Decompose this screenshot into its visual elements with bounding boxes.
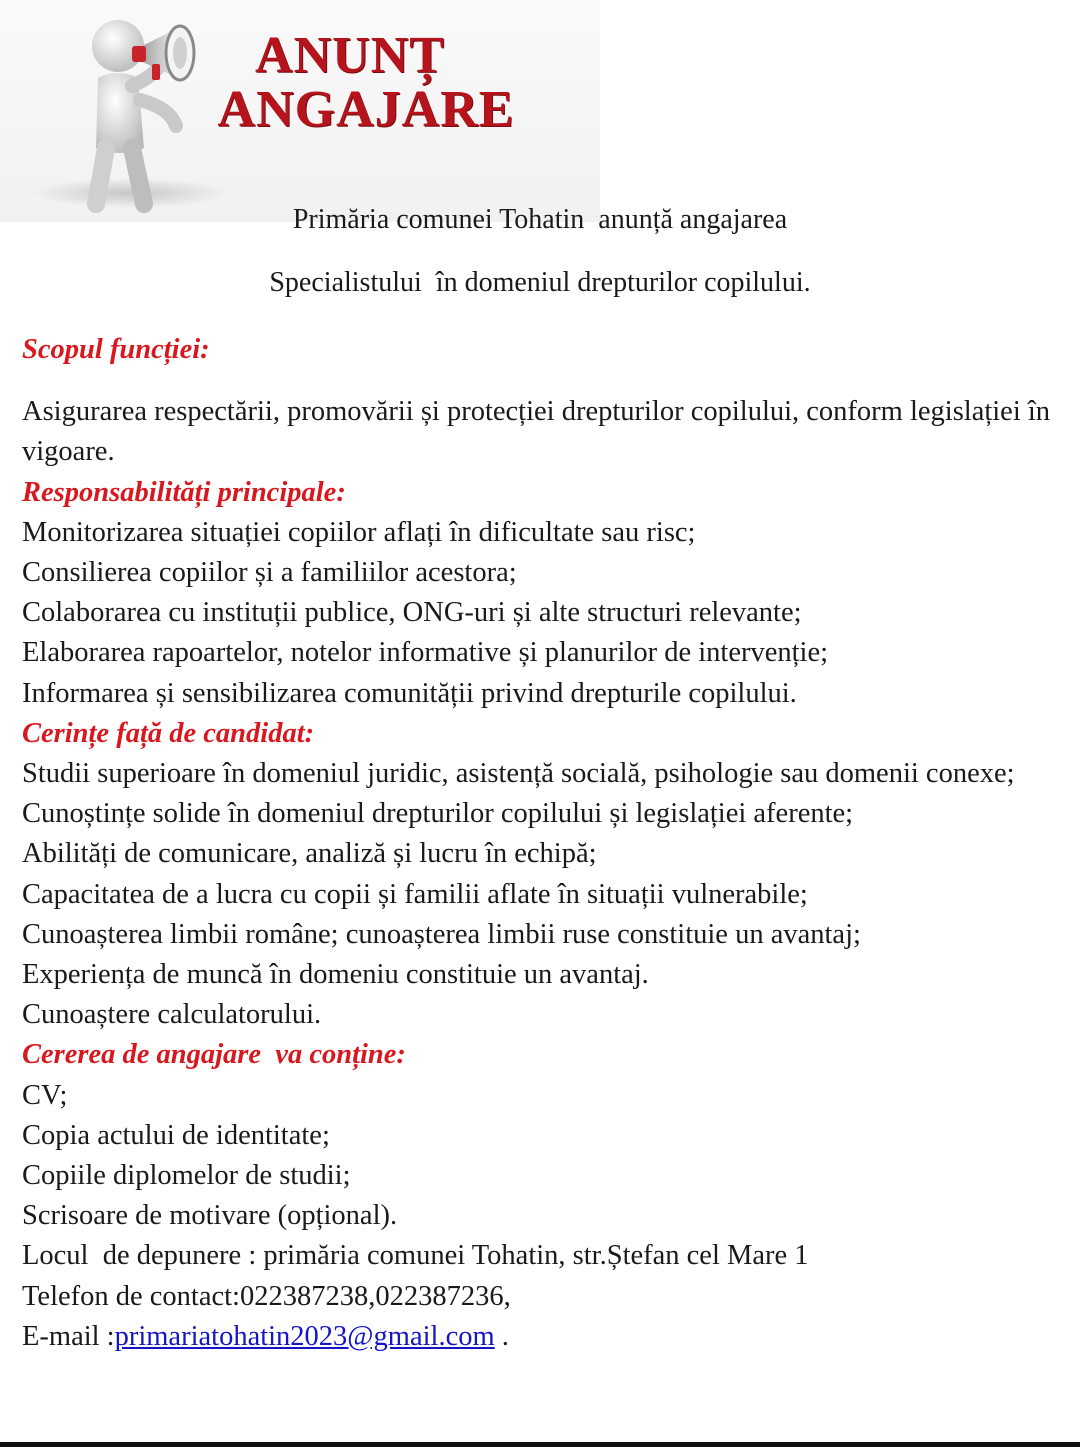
contact-email-line — [22, 1317, 1062, 1357]
scope-heading: Scopul funcției: — [22, 334, 210, 365]
intro-line-2: Specialistului în domeniul drepturilor copilului. — [269, 267, 811, 298]
list-item: Studii superioare în domeniul juridic, asistență socială, psihologie sau domenii conexe; — [22, 758, 1015, 790]
list-item: Capacitatea de a lucra cu copii și familii aflate în situații vulnerabile; — [22, 878, 808, 910]
megaphone-figure-icon — [40, 8, 240, 218]
email-label: E-mail : — [22, 1320, 115, 1352]
bottom-divider — [0, 1442, 1080, 1447]
list-item: Informarea și sensibilizarea comunității privind drepturile copilului. — [22, 677, 797, 709]
requirements-heading: Cerințe față de candidat: — [22, 717, 315, 749]
email-link[interactable]: primariatohatin2023@gmail.com — [114, 1320, 495, 1352]
email-suffix: . — [494, 1320, 509, 1352]
responsibilities-heading: Responsabilități principale: — [22, 476, 346, 508]
list-item: Cunoaștere calculatorului. — [22, 999, 322, 1031]
list-item: Cunoștințe solide în domeniul drepturilor copilului și legislației aferente; — [22, 798, 854, 830]
submission-location: Locul de depunere : primăria comunei Tohatin, str.Ștefan cel Mare 1 — [22, 1240, 809, 1272]
list-item: Copia actului de identitate; — [22, 1119, 330, 1151]
list-item: Scrisoare de motivare (opțional). — [22, 1200, 398, 1232]
banner-title-line1: ANUNȚ — [255, 27, 445, 84]
application-heading: Cererea de angajare va conține: — [22, 1039, 406, 1071]
scope-text: Asigurarea respectării, promovării și protecției drepturilor copilului, conform legislației în vigoare. — [22, 396, 1051, 468]
banner-title-line2: ANGAJARE — [217, 81, 515, 138]
list-item: Consilierea copiilor și a familiilor acestora; — [22, 557, 517, 589]
list-item: Copiile diplomelor de studii; — [22, 1160, 351, 1192]
list-item: Elaborarea rapoartelor, notelor informative și planurilor de intervenție; — [22, 637, 829, 669]
list-item: Colaborarea cu instituții publice, ONG-uri și alte structuri relevante; — [22, 597, 802, 629]
announcement-banner — [0, 0, 600, 222]
list-item: Cunoașterea limbii române; cunoașterea limbii ruse constituie un avantaj; — [22, 918, 861, 950]
contact-phone: Telefon de contact:022387238,022387236, — [22, 1280, 511, 1312]
intro-line-1: Primăria comunei Tohatin anunță angajarea — [292, 204, 788, 235]
list-item: Experiența de muncă în domeniu constituie un avantaj. — [22, 959, 649, 991]
list-item: Abilități de comunicare, analiză și lucru în echipă; — [22, 838, 597, 870]
list-item: Monitorizarea situației copiilor aflați în dificultate sau risc; — [22, 516, 696, 548]
announcement-body — [22, 330, 1062, 1357]
list-item: CV; — [22, 1079, 68, 1111]
